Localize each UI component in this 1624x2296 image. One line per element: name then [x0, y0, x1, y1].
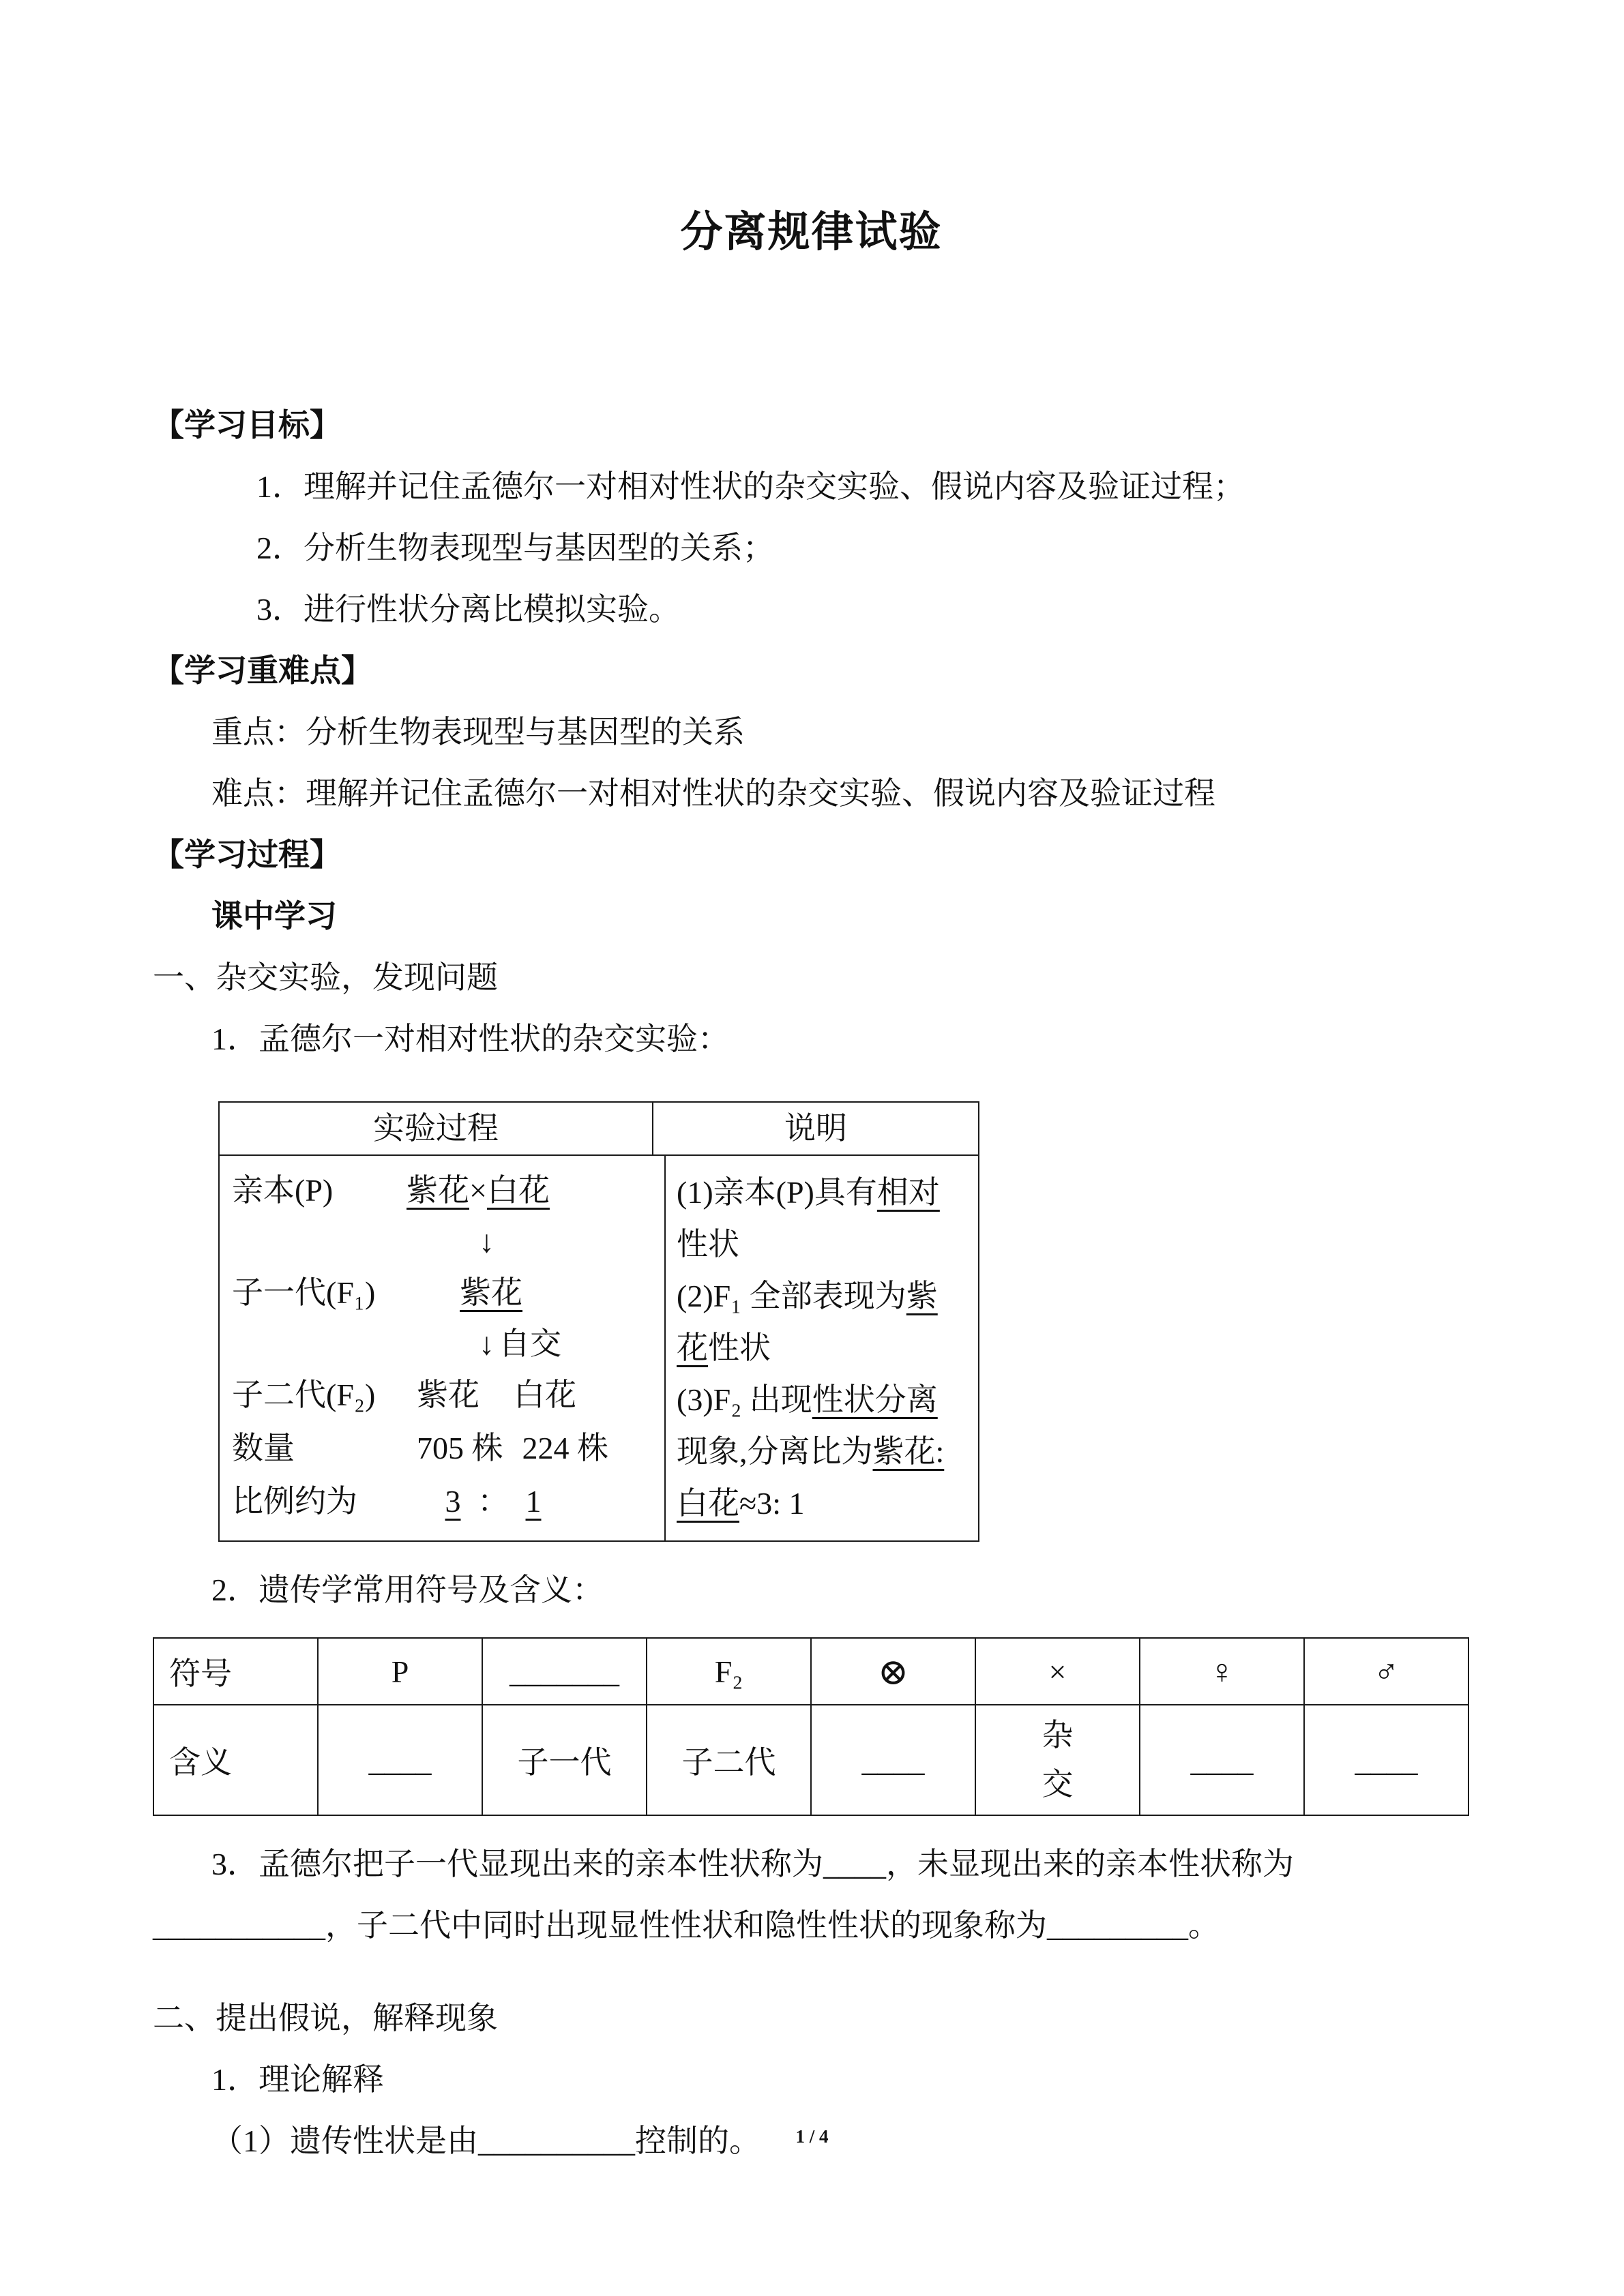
note-2 [677, 1270, 969, 1374]
sub1-text-2: 控制的。 [635, 2123, 761, 2158]
item3-blank-1: ____ [823, 1847, 886, 1881]
part1-heading: 一、杂交实验，发现问题 [153, 960, 498, 995]
ratio-row [232, 1475, 664, 1528]
f2-value-a: 紫花 [417, 1377, 479, 1412]
self-cross-label: 自交 [499, 1326, 561, 1361]
f1-label: 子一代(F₁) [232, 1275, 376, 1310]
f1-value: 紫花 [460, 1275, 522, 1310]
arrow-row-1 [232, 1217, 664, 1266]
item3-blank-3: _________ [1047, 1908, 1188, 1943]
meaning-blank-cell: ____ [811, 1705, 975, 1815]
objective-item-2: 2．分析生物表现型与基因型的关系； [256, 531, 774, 565]
parent-label: 亲本(P) [232, 1173, 334, 1208]
symbol-blank-cell: _______ [482, 1638, 647, 1705]
note-1-text: (1)亲本(P)具有 [677, 1175, 877, 1210]
f1-row [232, 1266, 664, 1320]
meaning-blank-cell: ____ [318, 1705, 482, 1815]
exp-header-note: 说明 [784, 1111, 847, 1146]
symbol-p-cell: P [318, 1638, 482, 1705]
page-title: 分离规律试验 [680, 209, 943, 256]
note-3-tail: ≈3: 1 [739, 1486, 805, 1521]
objectives-heading: 【学习目标】 [153, 408, 341, 443]
part2-heading: 二、提出假说，解释现象 [153, 2001, 498, 2036]
note-3-mid: 现象,分离比为 [677, 1434, 873, 1469]
ratio-separator: ： [477, 1484, 509, 1519]
experiment-table-header [220, 1103, 978, 1156]
cross-symbol-cell: × [975, 1638, 1140, 1705]
in-class-subheading: 课中学习 [211, 899, 337, 934]
note-3-underlined-1: 性状分离 [812, 1382, 938, 1417]
part1-item1: 1．孟德尔一对相对性状的杂交实验： [211, 1022, 729, 1056]
parent-b: 白花 [486, 1173, 550, 1208]
meaning-f2-cell: 子二代 [647, 1705, 811, 1815]
parent-row [232, 1164, 664, 1217]
count-row [232, 1422, 664, 1475]
self-cross-symbol-cell: ⊗ [811, 1638, 975, 1705]
arrow-row-2 [232, 1320, 664, 1369]
meanings-row-header: 含义 [153, 1705, 318, 1815]
symbols-table [153, 1637, 1469, 1816]
experiment-notes-column [666, 1156, 978, 1540]
note-3-text: (3)F₂ 出现 [677, 1382, 812, 1417]
symbols-row-header: 符号 [153, 1638, 318, 1705]
f2-value-b: 白花 [514, 1377, 576, 1412]
part1-item3 [153, 1834, 1470, 1956]
cross-sign: × [469, 1173, 487, 1208]
parent-a: 紫花 [407, 1173, 469, 1208]
exp-header-process: 实验过程 [220, 1103, 653, 1154]
male-symbol-cell: ♂ [1304, 1638, 1468, 1705]
f2-row [232, 1369, 664, 1422]
keypoints-focus: 重点：分析生物表现型与基因型的关系 [211, 715, 745, 749]
process-heading: 【学习过程】 [153, 837, 341, 872]
count-label: 数量 [232, 1431, 295, 1465]
sub1-text-1: （1）遗传性状是由 [211, 2123, 478, 2158]
keypoints-difficulty: 难点：理解并记住孟德尔一对相对性状的杂交实验、假说内容及验证过程 [211, 776, 1215, 811]
female-symbol-cell: ♀ [1140, 1638, 1304, 1705]
experiment-process-column [220, 1156, 666, 1540]
ratio-b: 1 [525, 1484, 542, 1519]
part1-item2: 2．遗传学常用符号及含义： [211, 1572, 604, 1607]
count-b: 224 株 [522, 1431, 608, 1465]
part2-item1: 1．理论解释 [211, 2062, 384, 2097]
note-3 [677, 1374, 969, 1530]
note-2-tail: 性状 [708, 1330, 771, 1365]
objective-item-3: 3．进行性状分离比模拟实验。 [256, 592, 680, 627]
page-footer: 1 / 4 [795, 2126, 829, 2147]
down-arrow-icon: ↓ [479, 1326, 494, 1361]
note-1 [677, 1167, 969, 1270]
count-a: 705 株 [417, 1431, 503, 1465]
keypoints-heading: 【学习重难点】 [153, 653, 372, 688]
symbol-f2-cell: F₂ [647, 1638, 811, 1705]
meaning-f1-cell: 子一代 [482, 1705, 647, 1815]
ratio-label: 比例约为 [232, 1484, 357, 1519]
note-2-text: (2)F₁ 全部表现为 [677, 1279, 906, 1313]
item3-text-4: 。 [1188, 1908, 1220, 1943]
down-arrow-icon: ↓ [479, 1224, 494, 1259]
item3-blank-2: ___________ [153, 1908, 325, 1943]
cross-meaning-text: 杂交 [1042, 1718, 1074, 1802]
ratio-a: 3 [445, 1484, 461, 1519]
meaning-blank-cell: ____ [1304, 1705, 1468, 1815]
note-1-underlined: 相对 [876, 1175, 940, 1210]
objective-item-1: 1．理解并记住孟德尔一对相对性状的杂交实验、假说内容及验证过程； [256, 469, 1245, 504]
item3-text-2: ，未显现出来的亲本性状称为 [886, 1847, 1294, 1881]
f2-label: 子二代(F₂) [232, 1377, 376, 1412]
note-3-underlined-2: 紫花: 白花 [677, 1434, 945, 1521]
note-1-tail: 性状 [677, 1227, 739, 1262]
meanings-row [153, 1705, 1468, 1815]
item3-text-1: 3．孟德尔把子一代显现出来的亲本性状称为 [211, 1847, 823, 1881]
meaning-cross-cell [975, 1705, 1140, 1815]
note-2-underlined: 紫花 [677, 1279, 938, 1365]
experiment-table [218, 1101, 979, 1542]
symbols-row [153, 1638, 1468, 1705]
sub1-blank: __________ [478, 2123, 635, 2158]
meaning-blank-cell: ____ [1140, 1705, 1304, 1815]
item3-text-3: ，子二代中同时出现显性性状和隐性性状的现象称为 [325, 1908, 1047, 1943]
